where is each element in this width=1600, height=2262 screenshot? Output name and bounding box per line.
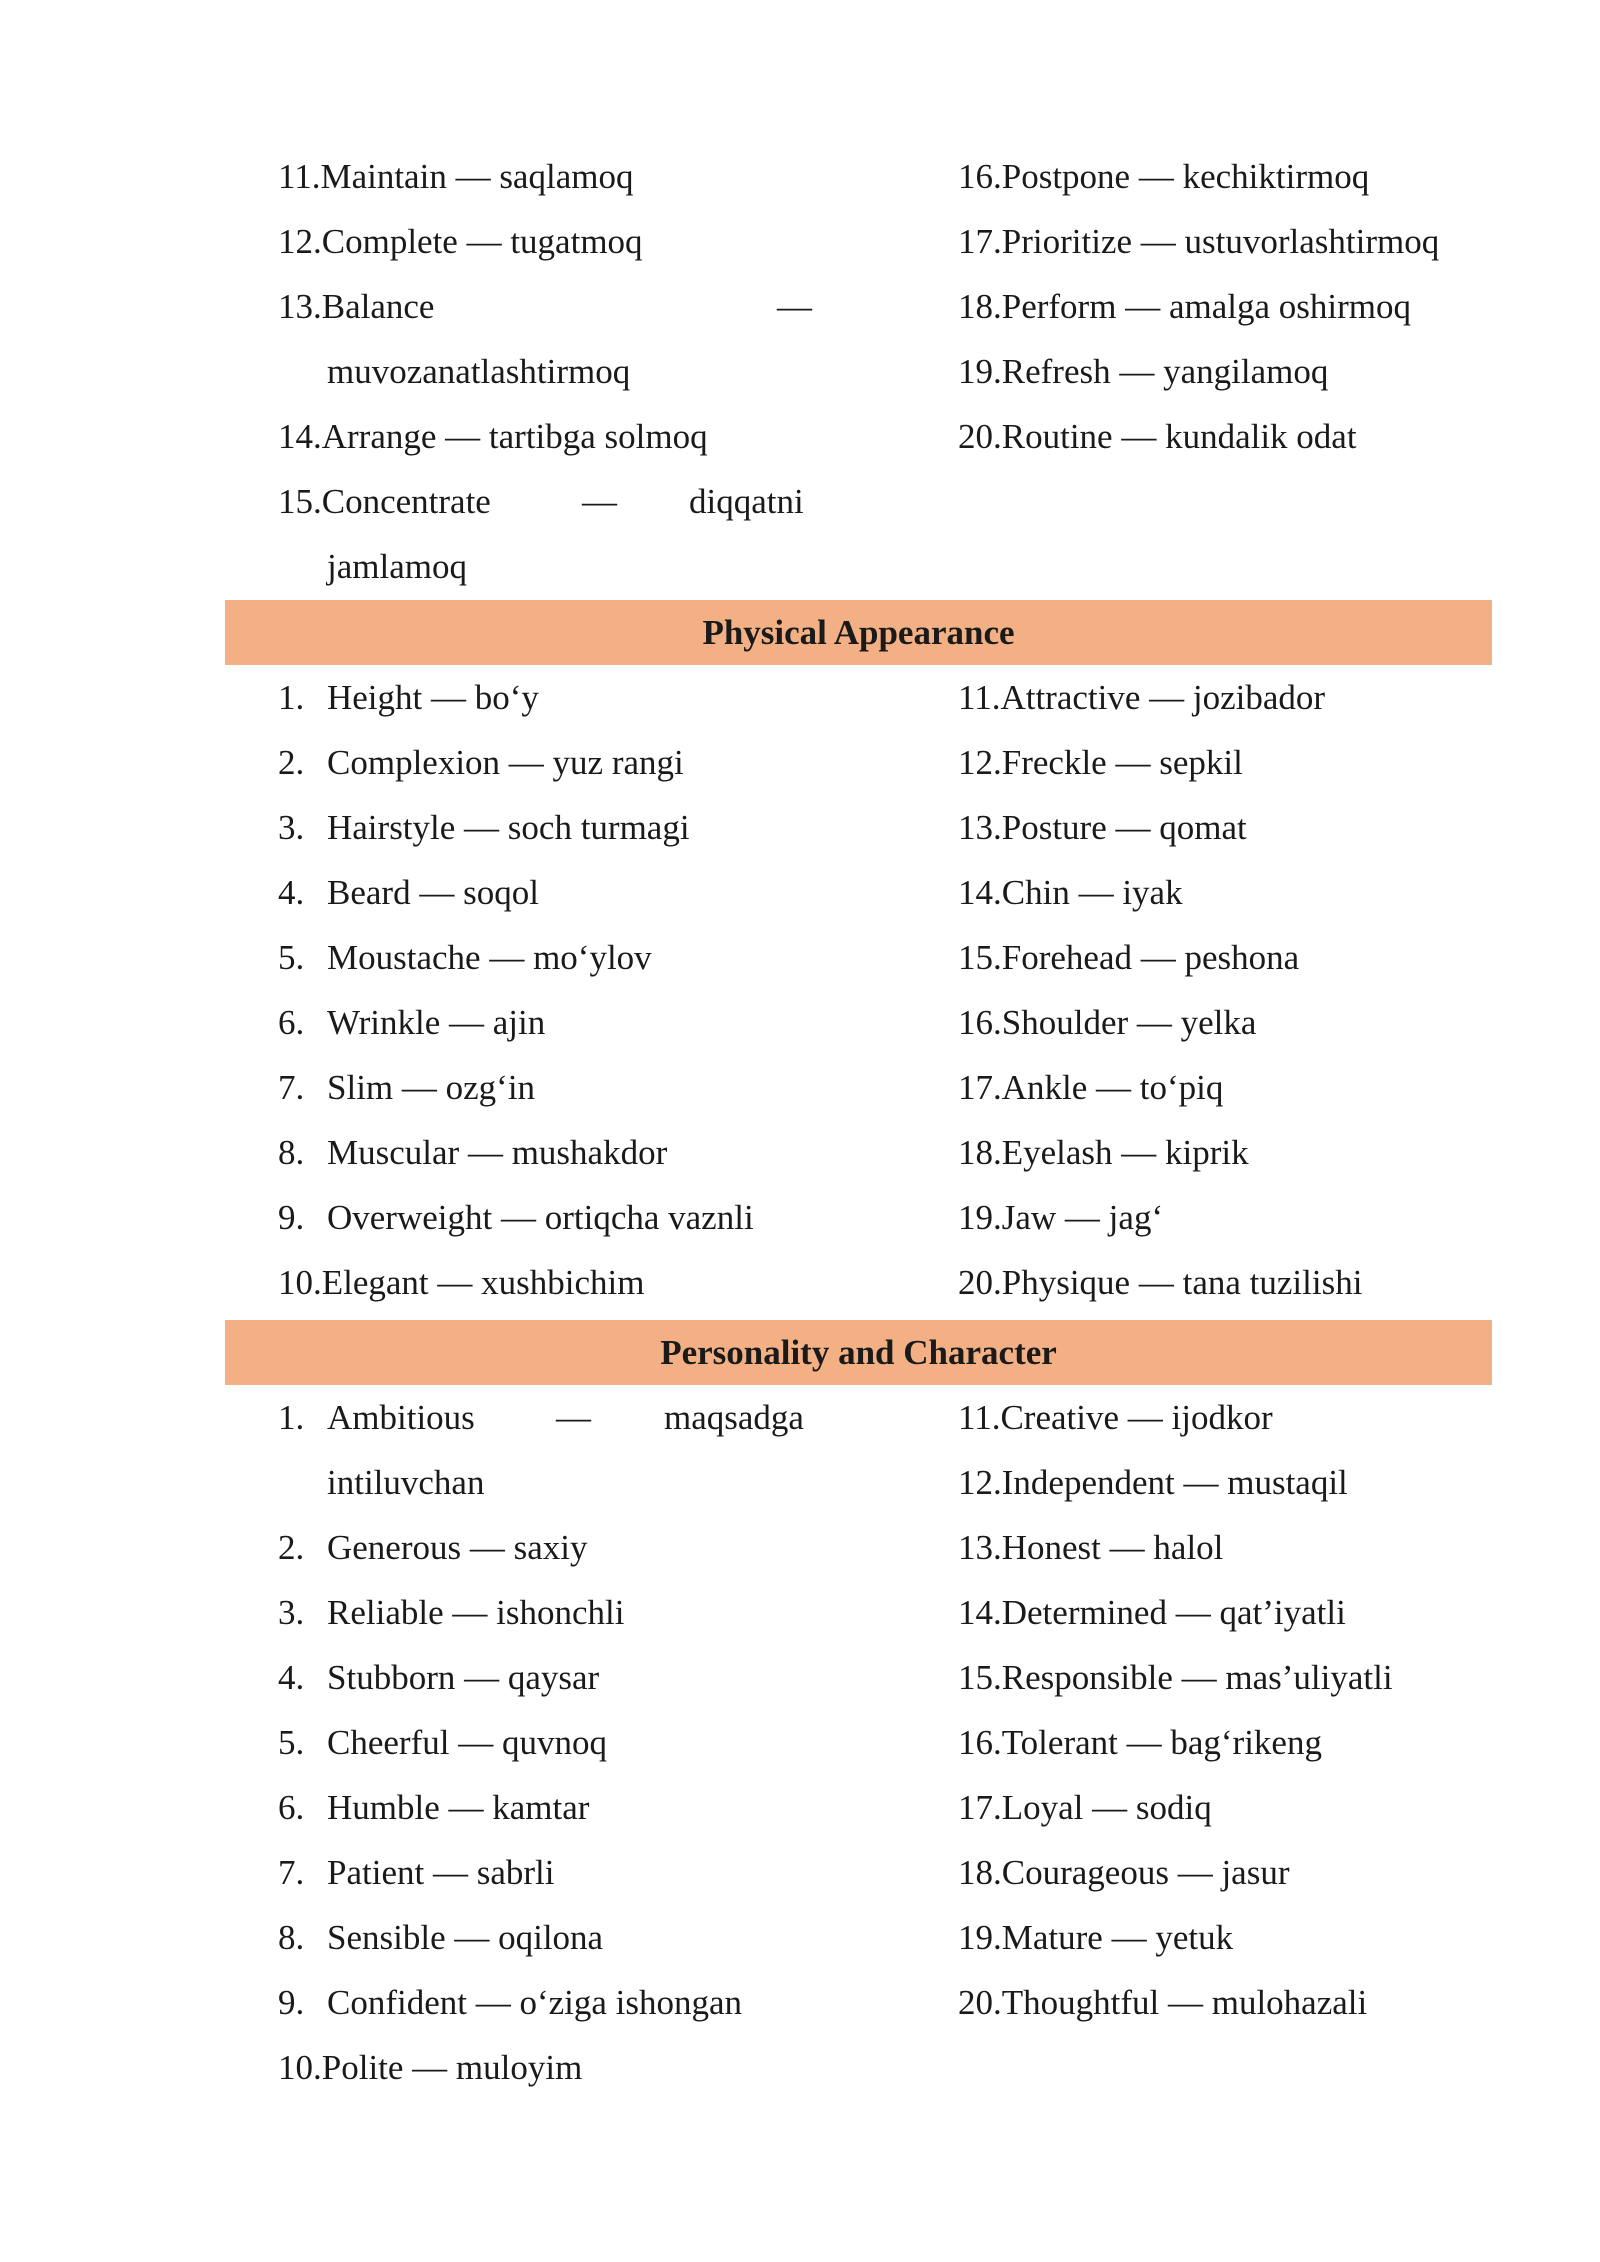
item-number: 17. [958, 222, 1002, 261]
item-term: Forehead — peshona [1001, 938, 1300, 977]
list-row [0, 144, 1600, 209]
item-term: Determined — qat’iyatli [1001, 1593, 1346, 1632]
list-row [0, 1775, 1600, 1840]
item-number: 16. [958, 157, 1002, 196]
item-term: Confident — o‘ziga ishongan [327, 1983, 743, 2022]
list-item [958, 795, 1247, 860]
list-item [958, 1385, 1273, 1450]
item-number: 1. [278, 1398, 305, 1437]
list-item [278, 469, 491, 534]
item-term: Reliable — ishonchli [327, 1593, 625, 1632]
list-row [0, 730, 1600, 795]
list-row [0, 1840, 1600, 1905]
section-header-personality: Personality and Character [225, 1320, 1492, 1385]
list-row [0, 1250, 1600, 1315]
item-number: 16. [958, 1723, 1002, 1762]
item-term: Complete — tugatmoq [321, 222, 643, 261]
item-term: Hairstyle — soch turmagi [327, 808, 690, 847]
list-item [958, 209, 1439, 274]
item-term: Responsible — mas’uliyatli [1001, 1658, 1393, 1697]
list-item [278, 209, 643, 274]
item-continuation: jamlamoq [327, 547, 467, 586]
list-item [958, 274, 1411, 339]
item-dash: — [582, 482, 617, 521]
item-term: Jaw — jag‘ [1001, 1198, 1164, 1237]
list-row [0, 860, 1600, 925]
list-item [958, 1515, 1223, 1580]
list-item [958, 1580, 1346, 1645]
item-term: Ambitious [327, 1398, 475, 1437]
item-number: 3. [278, 808, 305, 847]
item-term: Chin — iyak [1001, 873, 1183, 912]
list-item [278, 274, 434, 339]
item-term: Prioritize — ustuvorlashtirmoq [1001, 222, 1440, 261]
item-term: Polite — muloyim [321, 2048, 583, 2087]
item-number: 13. [278, 287, 322, 326]
item-term: Refresh — yangilamoq [1001, 352, 1329, 391]
item-number: 9. [278, 1198, 305, 1237]
item-term: Moustache — mo‘ylov [327, 938, 652, 977]
item-translation: diqqatni [689, 482, 804, 521]
item-term: Arrange — tartibga solmoq [321, 417, 708, 456]
item-number: 14. [958, 873, 1002, 912]
item-term: Attractive — jozibador [1000, 678, 1326, 717]
item-term: Shoulder — yelka [1001, 1003, 1257, 1042]
item-number: 7. [278, 1853, 305, 1892]
item-term: Generous — saxiy [327, 1528, 588, 1567]
list-row [0, 1120, 1600, 1185]
list-row [0, 1580, 1600, 1645]
item-number: 18. [958, 1853, 1002, 1892]
item-term: Slim — ozg‘in [327, 1068, 536, 1107]
list-row [0, 339, 1600, 404]
item-number: 6. [278, 1003, 305, 1042]
list-row [0, 665, 1600, 730]
item-term: Eyelash — kiprik [1001, 1133, 1249, 1172]
item-number: 8. [278, 1918, 305, 1957]
item-number: 10. [278, 2048, 322, 2087]
item-term: Courageous — jasur [1001, 1853, 1290, 1892]
item-term: Concentrate [321, 482, 491, 521]
item-term: Posture — qomat [1001, 808, 1247, 847]
list-row [0, 534, 1600, 599]
item-number: 14. [278, 417, 322, 456]
list-item [278, 144, 633, 209]
list-item [958, 860, 1183, 925]
item-number: 11. [278, 157, 321, 196]
item-number: 17. [958, 1788, 1002, 1827]
item-term: Ankle — to‘piq [1001, 1068, 1224, 1107]
list-item [278, 404, 708, 469]
item-term: Overweight — ortiqcha vaznli [327, 1198, 754, 1237]
item-number: 4. [278, 1658, 305, 1697]
list-item [958, 404, 1357, 469]
list-item [958, 990, 1256, 1055]
item-term: Patient — sabrli [327, 1853, 555, 1892]
item-number: 12. [278, 222, 322, 261]
item-number: 4. [278, 873, 305, 912]
item-number: 19. [958, 1198, 1002, 1237]
list-item [958, 730, 1243, 795]
item-term: Beard — soqol [327, 873, 539, 912]
list-item [958, 1450, 1348, 1515]
list-row [0, 1905, 1600, 1970]
item-number: 2. [278, 1528, 305, 1567]
item-number: 13. [958, 1528, 1002, 1567]
list-item [278, 2035, 582, 2100]
item-term: Thoughtful — mulohazali [1001, 1983, 1368, 2022]
list-item [958, 1970, 1367, 2035]
item-number: 11. [958, 1398, 1001, 1437]
item-term: Independent — mustaqil [1001, 1463, 1348, 1502]
list-row [0, 469, 1600, 534]
item-dash: — [777, 287, 812, 326]
item-term: Cheerful — quvnoq [327, 1723, 607, 1762]
list-row [0, 404, 1600, 469]
list-row [0, 925, 1600, 990]
item-term: Height — bo‘y [327, 678, 539, 717]
item-term: Balance [321, 287, 435, 326]
item-term: Loyal — sodiq [1001, 1788, 1212, 1827]
item-number: 5. [278, 938, 305, 977]
item-term: Creative — ijodkor [1000, 1398, 1273, 1437]
list-item [958, 1710, 1322, 1775]
item-number: 2. [278, 743, 305, 782]
item-number: 8. [278, 1133, 305, 1172]
item-number: 10. [278, 1263, 322, 1302]
list-row [0, 990, 1600, 1055]
list-row [0, 209, 1600, 274]
item-dash: — [556, 1398, 591, 1437]
item-number: 6. [278, 1788, 305, 1827]
item-term: Mature — yetuk [1001, 1918, 1234, 1957]
item-number: 12. [958, 1463, 1002, 1502]
item-term: Maintain — saqlamoq [320, 157, 634, 196]
item-term: Complexion — yuz rangi [327, 743, 684, 782]
section-header-physical-appearance: Physical Appearance [225, 600, 1492, 665]
item-number: 11. [958, 678, 1001, 717]
item-term: Stubborn — qaysar [327, 1658, 600, 1697]
list-row [0, 274, 1600, 339]
item-number: 18. [958, 287, 1002, 326]
list-item [958, 925, 1299, 990]
list-item [958, 1775, 1212, 1840]
item-number: 19. [958, 1918, 1002, 1957]
item-term: Elegant — xushbichim [321, 1263, 645, 1302]
item-number: 16. [958, 1003, 1002, 1042]
list-item [958, 1905, 1233, 1970]
item-term: Humble — kamtar [327, 1788, 590, 1827]
item-number: 7. [278, 1068, 305, 1107]
list-item [958, 1840, 1289, 1905]
list-row [0, 1970, 1600, 2035]
list-row [0, 1515, 1600, 1580]
list-item [958, 1185, 1163, 1250]
item-number: 18. [958, 1133, 1002, 1172]
list-item [958, 339, 1328, 404]
list-item [958, 1250, 1362, 1315]
item-term: Perform — amalga oshirmoq [1001, 287, 1411, 326]
list-row [0, 1385, 1600, 1450]
item-term: Physique — tana tuzilishi [1001, 1263, 1363, 1302]
item-continuation: muvozanatlashtirmoq [327, 352, 631, 391]
list-row [0, 795, 1600, 860]
list-item [958, 1120, 1249, 1185]
item-number: 20. [958, 417, 1002, 456]
item-number: 15. [958, 938, 1002, 977]
item-number: 3. [278, 1593, 305, 1632]
list-row [0, 1185, 1600, 1250]
list-row [0, 1450, 1600, 1515]
item-term: Freckle — sepkil [1001, 743, 1243, 782]
item-term: Sensible — oqilona [327, 1918, 604, 1957]
item-number: 13. [958, 808, 1002, 847]
item-number: 19. [958, 352, 1002, 391]
list-row [0, 1055, 1600, 1120]
list-item [958, 144, 1369, 209]
item-number: 5. [278, 1723, 305, 1762]
item-term: Routine — kundalik odat [1001, 417, 1357, 456]
item-number: 15. [278, 482, 322, 521]
item-number: 12. [958, 743, 1002, 782]
list-row [0, 1710, 1600, 1775]
item-translation: maqsadga [664, 1398, 804, 1437]
item-number: 20. [958, 1263, 1002, 1302]
item-continuation: intiluvchan [327, 1463, 485, 1502]
item-term: Tolerant — bag‘rikeng [1001, 1723, 1322, 1762]
list-row [0, 1645, 1600, 1710]
list-item [278, 1250, 644, 1315]
item-term: Postpone — kechiktirmoq [1001, 157, 1370, 196]
list-item [958, 1645, 1393, 1710]
list-item [958, 665, 1325, 730]
item-number: 15. [958, 1658, 1002, 1697]
item-number: 1. [278, 678, 305, 717]
item-term: Wrinkle — ajin [327, 1003, 546, 1042]
item-number: 9. [278, 1983, 305, 2022]
item-number: 17. [958, 1068, 1002, 1107]
item-number: 14. [958, 1593, 1002, 1632]
item-term: Honest — halol [1001, 1528, 1224, 1567]
list-row [0, 2035, 1600, 2100]
list-item [958, 1055, 1223, 1120]
item-number: 20. [958, 1983, 1002, 2022]
item-term: Muscular — mushakdor [327, 1133, 668, 1172]
